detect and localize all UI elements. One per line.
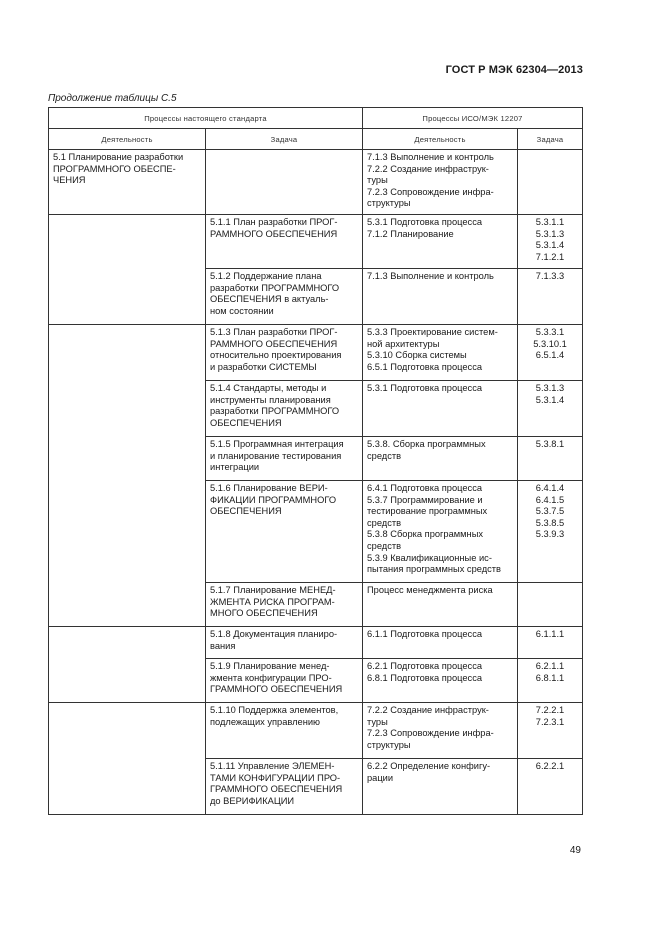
cell-iso-task: 5.3.3.1 5.3.10.1 6.5.1.4 [518, 324, 583, 380]
cell-task: 5.1.5 Программная интеграция и планирование тестирования интеграции [206, 436, 363, 480]
cell-iso-activity: 7.1.3 Выполнение и контроль [363, 268, 518, 324]
cell-task: 5.1.1 План разработки ПРОГ- РАММНОГО ОБЕСПЕЧЕНИЯ [206, 214, 363, 268]
cell-iso-task: 5.3.8.1 [518, 436, 583, 480]
cell-iso-activity: 7.2.2 Создание инфраструк- туры 7.2.3 Сопровождение инфра- структуры [363, 702, 518, 758]
group-header-row [49, 108, 583, 129]
cell-iso-task: 7.2.2.1 7.2.3.1 [518, 702, 583, 758]
cell-activity [49, 214, 206, 324]
cell-task: 5.1.7 Планирование МЕНЕД- ЖМЕНТА РИСКА ПРОГРАМ- МНОГО ОБЕСПЕЧЕНИЯ [206, 582, 363, 626]
cell-activity [49, 324, 206, 626]
column-header-row [49, 129, 583, 150]
cell-iso-task: 6.2.2.1 [518, 758, 583, 814]
cell-iso-task: 6.1.1.1 [518, 626, 583, 658]
cell-task: 5.1.10 Поддержка элементов, подлежащих управлению [206, 702, 363, 758]
cell-iso-activity: 6.1.1 Подготовка процесса [363, 626, 518, 658]
cell-iso-task: 6.4.1.4 6.4.1.5 5.3.7.5 5.3.8.5 5.3.9.3 [518, 480, 583, 582]
cell-activity [49, 626, 206, 702]
cell-iso-task: 6.2.1.1 6.8.1.1 [518, 658, 583, 702]
mapping-table [48, 107, 583, 815]
cell-task: 5.1.8 Документация планиро- вания [206, 626, 363, 658]
cell-iso-task: 7.1.3.3 [518, 268, 583, 324]
group-header-iso: Процессы ИСО/МЭК 12207 [363, 108, 583, 129]
cell-task [206, 150, 363, 215]
col-header-task: Задача [206, 129, 363, 150]
cell-task: 5.1.4 Стандарты, методы и инструменты планирования разработки ПРОГРАММНОГО ОБЕСПЕЧЕНИЯ [206, 380, 363, 436]
cell-task: 5.1.6 Планирование ВЕРИ- ФИКАЦИИ ПРОГРАММНОГО ОБЕСПЕЧЕНИЯ [206, 480, 363, 582]
table-caption: Продолжение таблицы С.5 [48, 93, 177, 104]
cell-task: 5.1.11 Управление ЭЛЕМЕН- ТАМИ КОНФИГУРАЦИИ ПРО- ГРАММНОГО ОБЕСПЕЧЕНИЯ до ВЕРИФИКАЦИИ [206, 758, 363, 814]
cell-task: 5.1.9 Планирование менед- жмента конфигурации ПРО- ГРАММНОГО ОБЕСПЕЧЕНИЯ [206, 658, 363, 702]
table-row [49, 214, 583, 268]
cell-task: 5.1.3 План разработки ПРОГ- РАММНОГО ОБЕСПЕЧЕНИЯ относительно проектирования и разработки СИСТЕМЫ [206, 324, 363, 380]
group-header-standard: Процессы настоящего стандарта [49, 108, 363, 129]
col-header-iso-task: Задача [518, 129, 583, 150]
cell-iso-activity: 6.2.2 Определение конфигу- рации [363, 758, 518, 814]
cell-iso-activity: 5.3.1 Подготовка процесса 7.1.2 Планирование [363, 214, 518, 268]
cell-iso-activity: 5.3.8. Сборка программных средств [363, 436, 518, 480]
cell-iso-task [518, 150, 583, 215]
cell-iso-activity: 6.4.1 Подготовка процесса 5.3.7 Программирование и тестирование программных средств 5.3.8 Сборка программных средств 5.3.9 Квалификационные ис- пытания программных средств [363, 480, 518, 582]
cell-activity [49, 702, 206, 814]
table-row [49, 150, 583, 215]
cell-iso-task: 5.3.1.1 5.3.1.3 5.3.1.4 7.1.2.1 [518, 214, 583, 268]
cell-activity: 5.1 Планирование разработки ПРОГРАММНОГО ОБЕСПЕ- ЧЕНИЯ [49, 150, 206, 215]
cell-iso-task: 5.3.1.3 5.3.1.4 [518, 380, 583, 436]
cell-iso-activity: 6.2.1 Подготовка процесса 6.8.1 Подготовка процесса [363, 658, 518, 702]
cell-iso-activity: Процесс менеджмента риска [363, 582, 518, 626]
cell-iso-task [518, 582, 583, 626]
cell-iso-activity: 7.1.3 Выполнение и контроль 7.2.2 Создание инфраструк- туры 7.2.3 Сопровождение инфра- структуры [363, 150, 518, 215]
cell-task: 5.1.2 Поддержание плана разработки ПРОГРАММНОГО ОБЕСПЕЧЕНИЯ в актуаль- ном состоянии [206, 268, 363, 324]
table-row [49, 702, 583, 758]
col-header-activity: Деятельность [49, 129, 206, 150]
table-row [49, 324, 583, 380]
cell-iso-activity: 5.3.3 Проектирование систем- ной архитектуры 5.3.10 Сборка системы 6.5.1 Подготовка процесса [363, 324, 518, 380]
document-code: ГОСТ Р МЭК 62304—2013 [445, 64, 583, 76]
col-header-iso-activity: Деятельность [363, 129, 518, 150]
page-number: 49 [569, 845, 581, 856]
table-row [49, 626, 583, 658]
cell-iso-activity: 5.3.1 Подготовка процесса [363, 380, 518, 436]
